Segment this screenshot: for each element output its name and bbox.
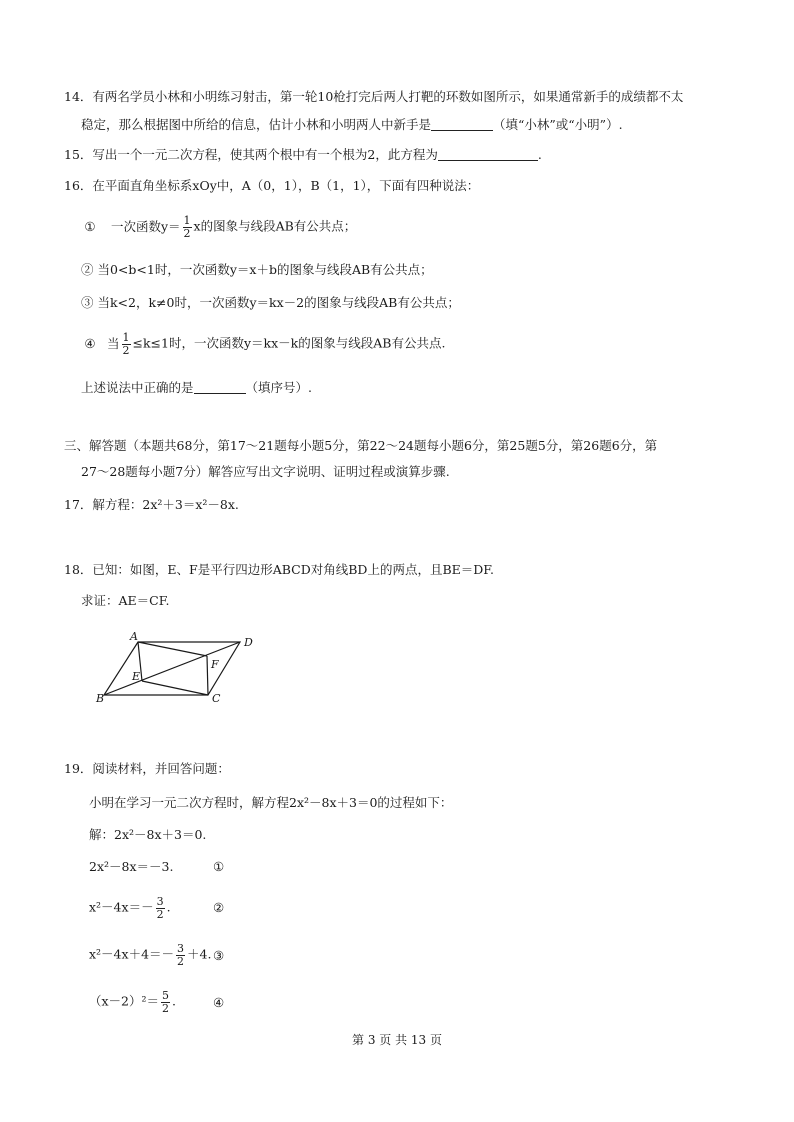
section-3-line-2: 27～28题每小题7分）解答应写出文字说明、证明过程或演算步骤. (81, 464, 450, 479)
q19-step-1: 2x²－8x＝－3. (89, 859, 174, 874)
q19-step-2 (89, 896, 171, 920)
label-b: B (96, 692, 105, 705)
q19-step-2-tag: ② (213, 900, 225, 915)
q16-conclusion-text: 上述说法中正确的是 (81, 380, 194, 395)
label-e: E (132, 670, 141, 683)
q18-line-1: 18．已知：如图，E、F是平行四边形ABCD对角线BD上的两点，且BE＝DF. (64, 562, 494, 577)
q16-s4-frac-num: 1 (122, 331, 130, 344)
q16-s4-fraction (122, 332, 131, 356)
q16-statement-3: ③ 当k<2，k≠0时，一次函数y＝kx－2的图象与线段AB有公共点； (81, 295, 460, 310)
segment-cf (207, 656, 208, 695)
q19-step-3-tag: ③ (213, 948, 225, 963)
q16-s4-text-a: 当 (106, 335, 120, 351)
q16-s1-text-a: 一次函数y＝ (110, 218, 181, 234)
q16-s4-text-b: ≤k≤1时，一次函数y＝kx－k的图象与线段AB有公共点. (132, 335, 446, 351)
q19-step-2-text-a: x²－4x＝－ (89, 899, 154, 915)
q16-s4-frac-den: 2 (122, 343, 130, 357)
q14-line-2 (81, 118, 623, 132)
q19-step-3-text-a: x²－4x＋4＝－ (89, 946, 175, 962)
q16-s1-fraction (183, 215, 192, 239)
q19-step-1-tag: ① (213, 859, 225, 874)
q15-line (64, 148, 542, 162)
segment-ce (142, 681, 208, 695)
q19-step-4-text-b: . (172, 993, 176, 1009)
q16-statement-1 (81, 215, 356, 239)
q19-step-3-text-b: ＋4. (187, 946, 212, 962)
segment-af (138, 642, 207, 656)
q16-statement-2: ② 当0<b<1时，一次函数y＝x＋b的图象与线段AB有公共点； (81, 262, 433, 277)
q19-step-4 (89, 990, 176, 1014)
page-footer: 第 3 页 共 13 页 (352, 1033, 442, 1047)
q19-step-4-text-a: （x－2）²＝ (89, 993, 160, 1009)
q14-line-2-tail: （填“小林”或“小明”）. (493, 117, 623, 132)
q19-line-3: 解：2x²－8x＋3＝0. (89, 827, 207, 842)
q18-line-2: 求证：AE＝CF. (81, 593, 170, 608)
label-a: A (130, 630, 138, 643)
q15-text: 15．写出一个一元二次方程，使其两个根中有一个根为2，此方程为 (64, 147, 438, 162)
q19-s2-frac-num: 3 (156, 895, 164, 908)
q19-step-2-fraction (156, 896, 165, 920)
section-3-line-1: 三、解答题（本题共68分，第17～21题每小题5分，第22～24题每小题6分，第25题5分，第26题6分，第 (64, 438, 658, 453)
label-c: C (212, 692, 221, 705)
label-f: F (211, 658, 219, 671)
q14-line-2-text: 稳定，那么根据图中所给的信息，估计小林和小明两人中新手是 (81, 117, 432, 132)
q16-conclusion (81, 381, 312, 395)
q19-s4-frac-num: 5 (162, 989, 170, 1002)
q16-answer-blank[interactable] (194, 381, 246, 394)
q16-s1-text-b: x的图象与线段AB有公共点； (193, 218, 357, 234)
q16-statement-4 (81, 332, 445, 356)
q14-answer-blank[interactable] (431, 118, 493, 131)
q19-s3-frac-den: 2 (177, 954, 185, 968)
q19-step-4-fraction (161, 990, 170, 1014)
q16-intro: 16．在平面直角坐标系xOy中，A（0，1），B（1，1），下面有四种说法： (64, 178, 480, 193)
q14-line-1: 14．有两名学员小林和小明练习射击，第一轮10枪打完后两人打靶的环数如图所示，如果通常新手的成绩都不太 (64, 89, 684, 104)
q16-s1-number: ① (84, 218, 96, 234)
q15-tail: . (537, 147, 542, 162)
q19-step-4-tag: ④ (213, 995, 225, 1010)
q16-s1-frac-den: 2 (183, 226, 191, 240)
label-d: D (244, 636, 253, 649)
parallelogram-figure (88, 628, 268, 708)
q19-step-3 (89, 943, 211, 967)
q17-text: 17．解方程：2x²＋3＝x²－8x. (64, 497, 239, 512)
q15-answer-blank[interactable] (438, 148, 538, 161)
q19-line-1: 19．阅读材料，并回答问题： (64, 761, 230, 776)
q19-s3-frac-num: 3 (177, 942, 185, 955)
q19-line-2: 小明在学习一元二次方程时，解方程2x²－8x＋3＝0的过程如下： (89, 795, 453, 810)
q16-s4-number: ④ (84, 335, 96, 351)
q19-step-3-fraction (176, 943, 185, 967)
q19-s2-frac-den: 2 (156, 907, 164, 921)
q19-s4-frac-den: 2 (162, 1001, 170, 1015)
q16-s1-frac-num: 1 (183, 214, 191, 227)
q16-conclusion-tail: （填序号）. (245, 380, 312, 395)
q19-step-2-text-b: . (166, 899, 171, 915)
